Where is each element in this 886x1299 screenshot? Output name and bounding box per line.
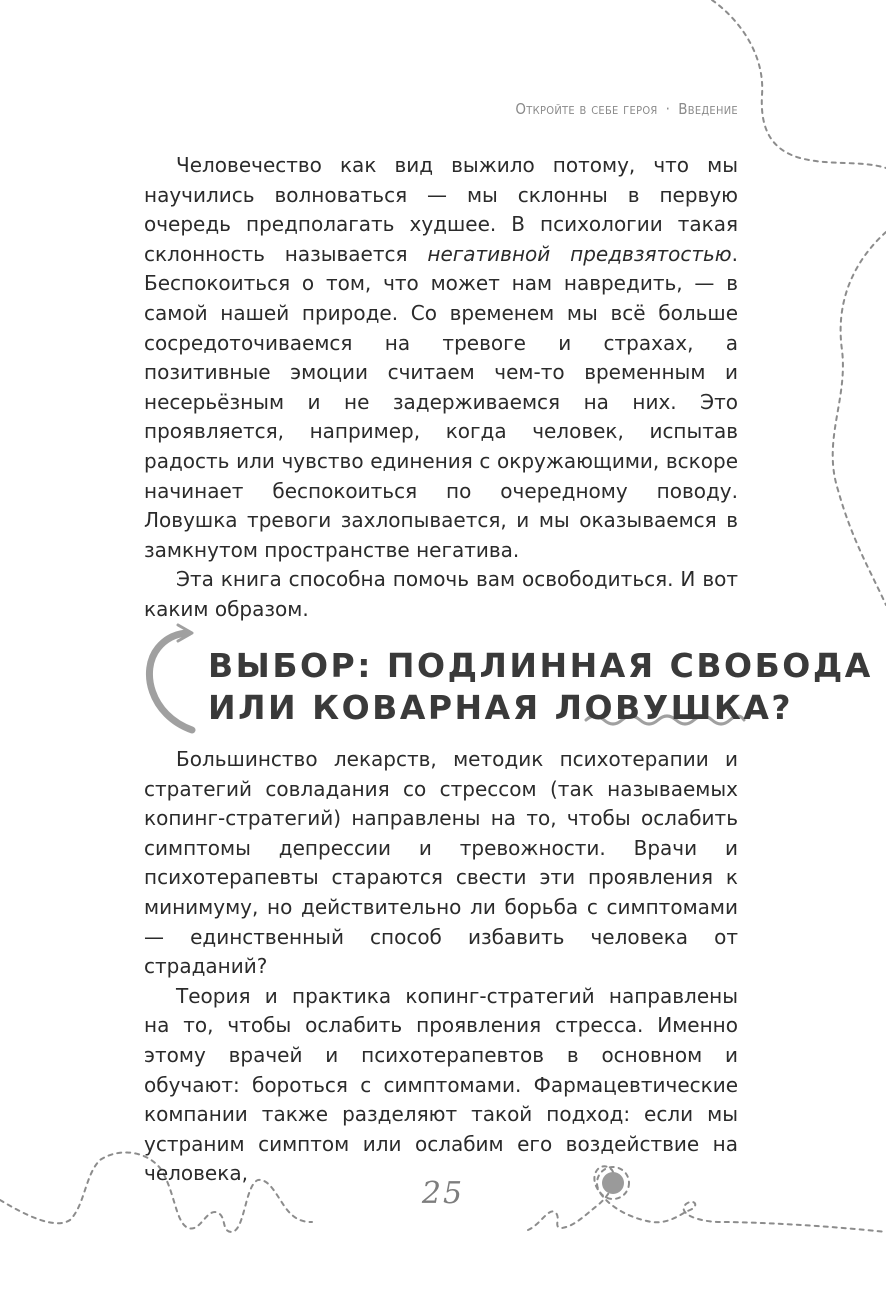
top-right-curl-decoration xyxy=(712,0,886,168)
running-head xyxy=(515,100,738,118)
paragraph: Теория и практика копинг-стратегий направлены на то, чтобы ослабить проявления стресса. Именно этому врачей и психотерапевтов в основном и обучают: бороться с симптомами. Фармацевтические компании также разделяют такой подход: если мы устраним симптом или ослабим его воздействие на человека, xyxy=(144,983,738,1186)
section-heading xyxy=(208,645,873,729)
section-heading-line-1: ВЫБОР: ПОДЛИННАЯ СВОБОДА xyxy=(208,646,873,685)
intro-text-block xyxy=(144,151,738,625)
section-text-block xyxy=(144,745,738,1189)
page-number: 25 xyxy=(421,1176,465,1211)
paragraph: Большинство лекарств, методик психотерапии и стратегий совладания со стрессом (так называемых копинг-стратегий) направлены на то, чтобы ослабить симптомы депрессии и тревожности. Врачи и психотерапевты стараются свести эти проявления к минимуму, но действительно ли борьба с симптомами — единственный способ избавить человека от страданий? xyxy=(144,747,738,979)
right-edge-wave-decoration xyxy=(833,232,886,605)
paragraph: Эта книга способна помочь вам освободиться. И вот каким образом. xyxy=(144,567,738,621)
emphasized-term: негативной предвзятостью xyxy=(427,241,732,266)
heading-arrow-decoration xyxy=(149,625,192,730)
paragraph: Человечество как вид выжило потому, что мы научились волноваться — мы склонны в первую очередь предполагать худшее. В психологии такая склонность называется негативной предвзятостью. Беспокоиться о том, что может нам навредить, — в самой нашей природе. Со временем мы всё больше сосредоточиваемся на тревоге и страхах, а позитивные эмоции считаем чем-то временным и несерьёзным и не задерживаемся на них. Это проявляется, например, когда человек, испытав радость или чувство единения с окружающими, вскоре начинает беспокоиться по очередному поводу. Ловушка тревоги захлопывается, и мы оказываемся в замкнутом пространстве негатива. xyxy=(144,153,738,562)
running-head-section: Введение xyxy=(678,100,738,118)
running-head-book-title: Откройте в себе героя xyxy=(515,100,658,118)
running-head-separator: · xyxy=(665,100,671,118)
section-heading-line-2: ИЛИ КОВАРНАЯ ЛОВУШКА? xyxy=(208,688,794,727)
